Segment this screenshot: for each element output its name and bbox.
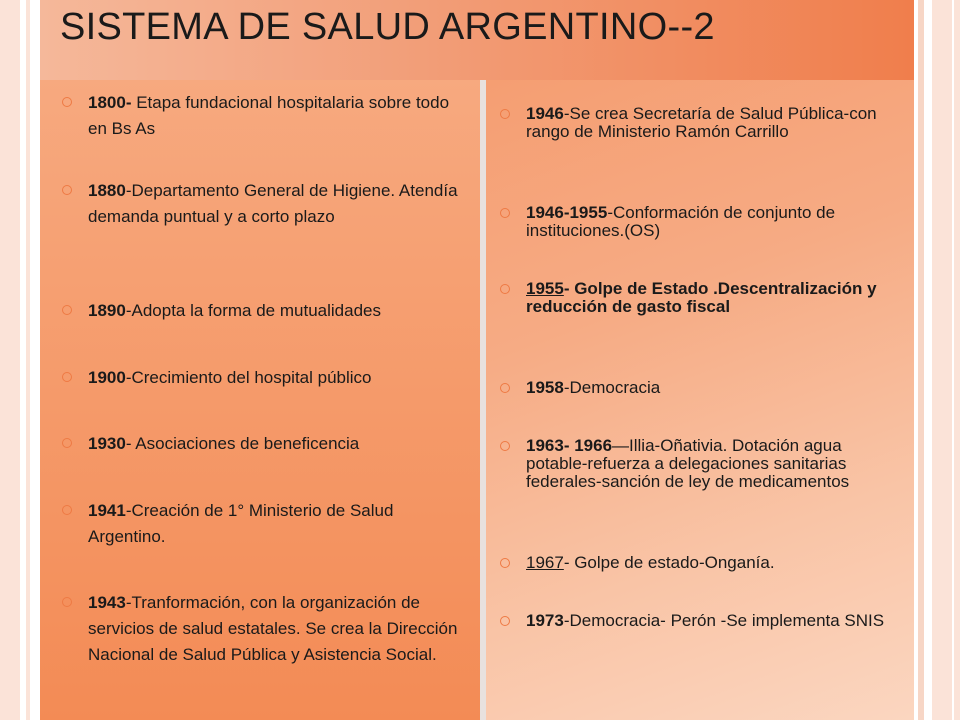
list-item: [526, 437, 902, 491]
item-year: 1946-1955: [526, 203, 608, 222]
list-item: [526, 204, 902, 240]
item-year: 1900: [88, 368, 126, 387]
item-text: —Illia-Oñativia. Dotación agua potable-refuerza a delegaciones sanitarias federales-sanción de ley de medicamentos: [526, 436, 850, 491]
item-text: -Adopta la forma de mutualidades: [125, 301, 381, 320]
right-decor-stripe: [932, 0, 960, 720]
list-item: [88, 90, 468, 142]
list-item: [88, 431, 468, 457]
item-year: 1946: [526, 104, 564, 123]
item-text: -Tranformación, con la organización de servicios de salud estatales. Se crea la Dirección Nacional de Salud Pública y Asistencia Social.: [88, 593, 458, 664]
list-item: [88, 298, 468, 324]
item-text: - Asociaciones de beneficencia: [125, 434, 360, 453]
left-panel: [40, 80, 480, 720]
list-item: [526, 105, 902, 141]
item-text: -Crecimiento del hospital público: [125, 368, 372, 387]
list-item: [526, 379, 902, 397]
list-item: [526, 280, 902, 316]
item-text: -Democracia: [563, 378, 661, 397]
item-year: 1941: [88, 501, 126, 520]
item-text: -Conformación de conjunto de instituciones.(OS): [526, 203, 836, 240]
item-year: 1958: [526, 378, 564, 397]
right-decor-line: [918, 0, 924, 720]
list-item: [88, 590, 468, 668]
item-year: 1973: [526, 611, 564, 630]
item-text: -Se crea Secretaría de Salud Pública-con rango de Ministerio Ramón Carrillo: [526, 104, 877, 141]
item-year: 1890: [88, 301, 126, 320]
item-year: 1800-: [88, 93, 132, 112]
item-text: -Departamento General de Higiene. Atendía demanda puntual y a corto plazo: [88, 181, 458, 226]
item-text: - Golpe de estado-Onganía.: [563, 553, 775, 572]
list-item: [526, 554, 902, 572]
right-panel: [486, 80, 914, 720]
left-decor-line: [26, 0, 30, 720]
right-decor-gap: [952, 0, 954, 720]
list-item: [526, 612, 902, 630]
list-item: [88, 498, 468, 550]
item-year: 1967: [526, 553, 564, 572]
left-decor-stripe: [0, 0, 20, 720]
list-item: [88, 365, 468, 391]
item-year: 1930: [88, 434, 126, 453]
slide-title: SISTEMA DE SALUD ARGENTINO--2: [60, 6, 715, 48]
item-text: Etapa fundacional hospitalaria sobre todo en Bs As: [88, 93, 450, 138]
item-year: 1963- 1966: [526, 436, 613, 455]
item-text: -Creación de 1° Ministerio de Salud Argentino.: [88, 501, 394, 546]
item-year: 1955: [526, 279, 564, 298]
item-year: 1943: [88, 593, 126, 612]
item-text: -Democracia- Perón -Se implementa SNIS: [563, 611, 885, 630]
item-text: - Golpe de Estado .Descentralización y reducción de gasto fiscal: [526, 279, 877, 316]
item-year: 1880: [88, 181, 126, 200]
list-item: [88, 178, 468, 230]
